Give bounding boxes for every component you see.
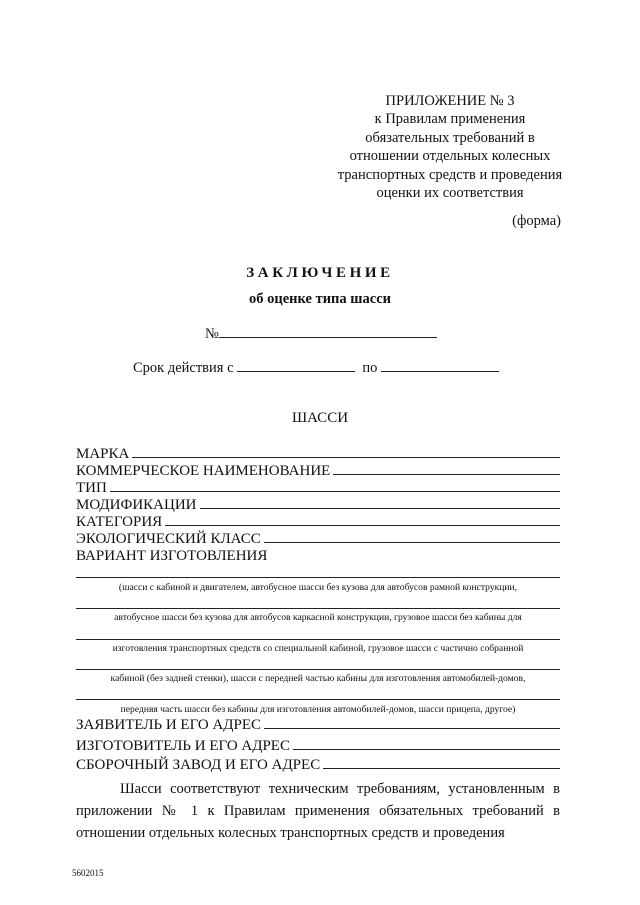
variant-blank-line[interactable] (76, 577, 560, 578)
field-label: ИЗГОТОВИТЕЛЬ И ЕГО АДРЕС (76, 738, 290, 754)
variant-blank-line[interactable] (76, 639, 560, 640)
field-label: ВАРИАНТ ИЗГОТОВЛЕНИЯ (76, 548, 268, 564)
document-subtitle: об оценке типа шасси (249, 291, 391, 307)
variant-blank-line[interactable] (76, 669, 560, 670)
variant-hint-line: передняя часть шасси без кабины для изготовления автомобилей-домов, шасси прицепа, другое) (120, 704, 516, 715)
field-label: ЭКОЛОГИЧЕСКИЙ КЛАСС (76, 531, 261, 547)
document-title: ЗАКЛЮЧЕНИЕ (246, 265, 394, 281)
field-row-modifications (76, 497, 560, 514)
field-row-type (76, 480, 560, 497)
number-line (205, 325, 437, 343)
field-row-brand (76, 446, 560, 463)
field-label: ЗАЯВИТЕЛЬ И ЕГО АДРЕС (76, 717, 262, 733)
field-row-manufacturer (76, 738, 560, 755)
field-label: КАТЕГОРИЯ (76, 514, 163, 530)
field-blank[interactable] (132, 446, 560, 458)
variant-blank-line[interactable] (76, 608, 560, 609)
field-label: МОДИФИКАЦИИ (76, 497, 197, 513)
field-row-assembly-plant (76, 757, 560, 774)
validity-line (133, 359, 499, 377)
form-note: (форма) (512, 213, 561, 229)
field-row-commercial-name (76, 463, 560, 480)
annex-line: обязательных требований в (365, 129, 535, 146)
field-label: ТИП (76, 480, 107, 496)
number-blank[interactable] (219, 325, 437, 338)
variant-hint-line: (шасси с кабиной и двигателем, автобусное шасси без кузова для автобусов рамной конструкции, (118, 582, 518, 593)
field-label: МАРКА (76, 446, 130, 462)
annex-title: ПРИЛОЖЕНИЕ № 3 (385, 93, 515, 109)
field-row-applicant (76, 717, 560, 734)
variant-hint-line: автобусное шасси без кузова для автобусов каркасной конструкции, грузовое шасси без кабины для (114, 612, 522, 623)
annex-header (290, 92, 610, 202)
variant-hint-line: кабиной (без задней стенки), шасси с передней частью кабины для изготовления автомобилей-домов, (110, 673, 526, 684)
variant-hint-line: изготовления транспортных средств со специальной кабиной, грузовое шасси с частично собранной (112, 643, 524, 654)
footer-code: 5602015 (72, 868, 104, 878)
field-blank[interactable] (333, 463, 560, 475)
field-blank[interactable] (110, 480, 560, 492)
field-blank[interactable] (323, 757, 560, 769)
field-row-eco-class (76, 531, 560, 548)
paragraph-text: Шасси соответствуют техническим требованиям, установленным в приложении № 1 к Правилам применения обязательных требований в отношении отдельных колесных транспортных средств и проведения (76, 781, 560, 841)
variant-blank-line[interactable] (76, 699, 560, 700)
validity-to-label: по (362, 360, 378, 376)
field-label: КОММЕРЧЕСКОЕ НАИМЕНОВАНИЕ (76, 463, 331, 479)
annex-line: транспортных средств и проведения (337, 166, 563, 183)
annex-line: оценки их соответствия (376, 185, 524, 202)
field-label: СБОРОЧНЫЙ ЗАВОД И ЕГО АДРЕС (76, 757, 321, 773)
validity-from-label: Срок действия с (133, 360, 234, 376)
field-blank[interactable] (293, 738, 560, 750)
conformity-paragraph (76, 778, 560, 844)
field-row-category (76, 514, 560, 531)
field-blank[interactable] (200, 497, 560, 509)
number-label: № (205, 326, 219, 342)
field-blank[interactable] (165, 514, 560, 526)
field-row-variant (76, 548, 560, 565)
field-blank[interactable] (264, 717, 560, 729)
annex-line: отношении отдельных колесных (349, 148, 551, 165)
annex-line: к Правилам применения (374, 111, 526, 128)
section-heading: ШАССИ (291, 410, 349, 426)
validity-from-blank[interactable] (237, 359, 355, 372)
field-blank[interactable] (264, 531, 560, 543)
validity-to-blank[interactable] (381, 359, 499, 372)
